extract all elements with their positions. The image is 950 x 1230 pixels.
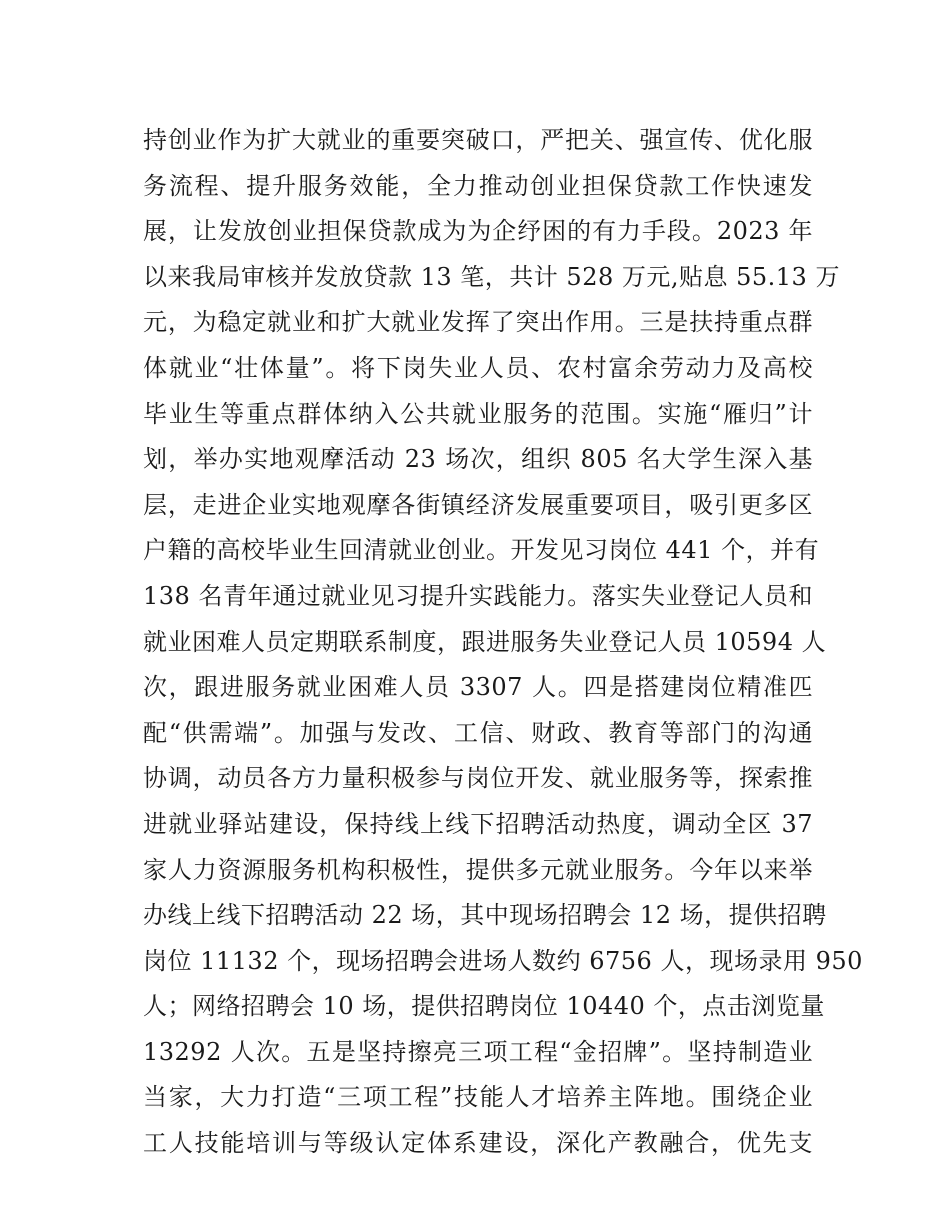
text-line: 家人力资源服务机构积极性，提供多元就业服务。今年以来举 [143,855,813,884]
text-line: 办线上线下招聘活动 22 场，其中现场招聘会 12 场，提供招聘 [143,901,827,930]
text-line: 元，为稳定就业和扩大就业发挥了突出作用。三是扶持重点群 [143,308,813,337]
text-line: 进就业驿站建设，保持线上线下招聘活动热度，调动全区 37 [143,809,813,838]
text-line: 人；网络招聘会 10 场，提供招聘岗位 10440 个，点击浏览量 [143,992,825,1021]
text-line: 以来我局审核并发放贷款 13 笔，共计 528 万元,贴息 55.13 万 [143,262,840,291]
text-line: 层，走进企业实地观摩各街镇经济发展重要项目，吸引更多区 [143,490,813,519]
text-line: 协调，动员各方力量积极参与岗位开发、就业服务等，探索推 [143,764,813,793]
text-line: 138 名青年通过就业见习提升实践能力。落实失业登记人员和 [143,581,813,610]
text-line: 岗位 11132 个，现场招聘会进场人数约 6756 人，现场录用 950 [143,946,863,975]
text-line: 体就业“壮体量”。将下岗失业人员、农村富余劳动力及高校 [143,353,813,382]
text-line: 当家，大力打造“三项工程”技能人才培养主阵地。围绕企业 [143,1083,813,1112]
text-line: 展，让发放创业担保贷款成为为企纾困的有力手段。2023 年 [143,217,813,246]
text-line: 次，跟进服务就业困难人员 3307 人。四是搭建岗位精准匹 [143,673,813,702]
text-line: 户籍的高校毕业生回清就业创业。开发见习岗位 441 个，并有 [143,536,820,565]
text-line: 13292 人次。五是坚持擦亮三项工程“金招牌”。坚持制造业 [143,1037,813,1066]
text-line: 毕业生等重点群体纳入公共就业服务的范围。实施“雁归”计 [143,399,813,428]
body-text [143,118,863,1167]
text-line: 就业困难人员定期联系制度，跟进服务失业登记人员 10594 人 [143,627,827,656]
text-line: 划，举办实地观摩活动 23 场次，组织 805 名大学生深入基 [143,445,813,474]
text-line: 工人技能培训与等级认定体系建设，深化产教融合，优先支 [143,1129,813,1158]
text-line: 务流程、提升服务效能，全力推动创业担保贷款工作快速发 [143,171,813,200]
text-line: 配“供需端”。加强与发改、工信、财政、教育等部门的沟通 [143,718,813,747]
text-line: 持创业作为扩大就业的重要突破口，严把关、强宣传、优化服 [143,126,813,154]
